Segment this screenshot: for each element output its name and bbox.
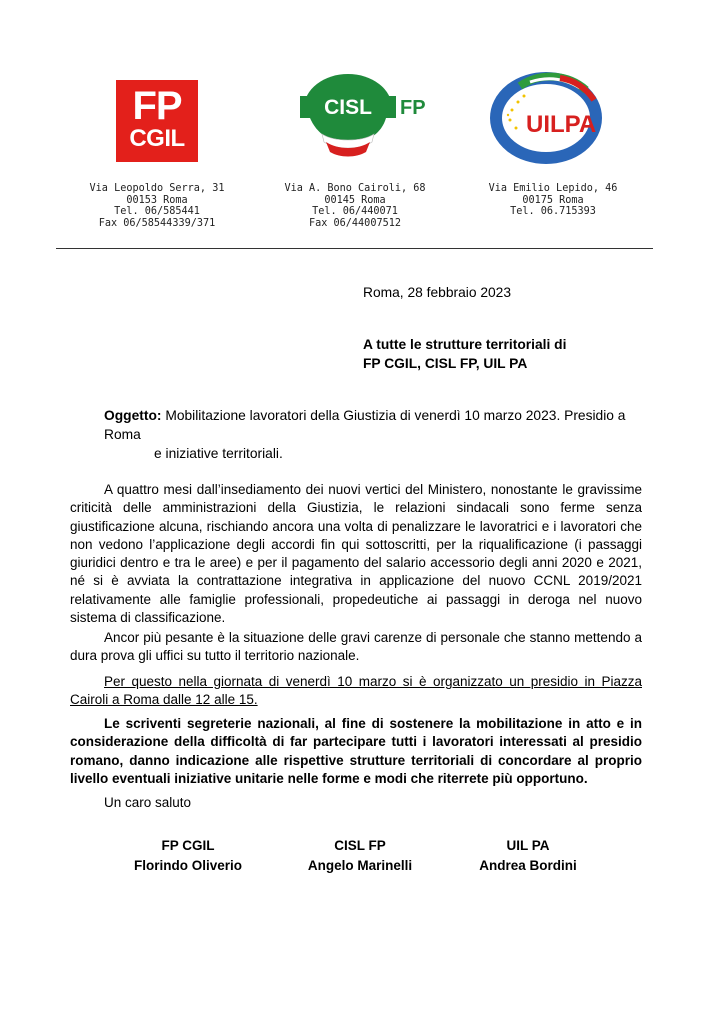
uilpa-logo (490, 70, 622, 166)
address-fax: Fax 06/58544339/371 (98, 217, 216, 229)
address-street: Via Emilio Lepido, 46 (488, 183, 618, 194)
subject-block (104, 406, 644, 463)
signature-name: Florindo Oliverio (133, 858, 242, 873)
recipient-line1: A tutte le strutture territoriali di (363, 337, 567, 352)
closing-greeting: Un caro saluto (104, 795, 192, 810)
address-street: Via Leopoldo Serra, 31 (89, 183, 225, 194)
cisl-fp-address (255, 183, 455, 229)
fp-cgil-logo-line1: FP (132, 84, 182, 128)
recipient-line2: FP CGIL, CISL FP, UIL PA (363, 356, 528, 371)
signature-org: UIL PA (506, 838, 550, 853)
address-city: 00175 Roma (522, 194, 584, 206)
subject-label: Oggetto: (104, 408, 162, 423)
header-divider (56, 248, 653, 249)
address-street: Via A. Bono Cairoli, 68 (284, 183, 426, 194)
paragraph-2-text: Ancor più pesante è la situazione delle gravi carenze di personale che stanno mettendo a dura prova gli uffici su tutto il territorio nazionale. (70, 630, 642, 664)
cisl-logo-word: CISL (324, 96, 372, 119)
address-fax: Fax 06/44007512 (308, 217, 401, 229)
signature-name: Angelo Marinelli (307, 858, 413, 873)
paragraph-2 (70, 629, 642, 666)
address-phone: Tel. 06/440071 (312, 206, 398, 218)
signature-fp-cgil (88, 836, 288, 876)
paragraph-1-text: A quattro mesi dall’insediamento dei nuovi vertici del Ministero, nonostante le gravissime criticità delle amministrazioni della Giustizia, le relazioni sindacali sono ferme senza giustificazione alcuna, rischiando ancora una volta di penalizzare le lavoratrici e i lavoratori che non vedono l’applicazione degli accordi fin qui sottoscritti, per la riqualificazione (i passaggi giuridici dentro e tra le aree) e per il pagamento del salario accessorio degli anni 2020 e 2021, né si è avviata la contrattazione integrativa in applicazione del nuovo CCNL 2019/2021 relativamente alle famiglie professionali, propedeutiche ai passaggi in deroga nel nuovo sistema di classificazione. (70, 482, 642, 626)
fp-cgil-logo (116, 80, 198, 162)
address-city: 00145 Roma (324, 194, 386, 206)
letter-date: Roma, 28 febbraio 2023 (363, 285, 512, 300)
signature-uil-pa (428, 836, 628, 876)
paragraph-1 (70, 481, 642, 627)
uilpa-address (453, 183, 653, 218)
fp-logo-word: FP (400, 97, 426, 119)
recipient-block (363, 335, 566, 373)
subject-line2: e iniziative territoriali. (154, 446, 283, 461)
fp-cgil-address (57, 183, 257, 229)
paragraph-3 (70, 673, 642, 710)
fp-cgil-logo-line2: CGIL (129, 125, 185, 152)
signature-org: FP CGIL (161, 838, 215, 853)
paragraph-4-text: Le scriventi segreterie nazionali, al fine di sostenere la mobilitazione in atto e in considerazione della difficoltà di far partecipare tutti i lavoratori interessati al presidio romano, danno indicazione alle rispettive strutture territoriali di concordare al proprio livello eventuali iniziative unitarie nelle forme e modi che riterrete più opportuno. (70, 716, 642, 786)
paragraph-3-text: Per questo nella giornata di venerdì 10 marzo si è organizzato un presidio in Piazza Cairoli a Roma dalle 12 alle 15. (70, 674, 642, 708)
address-phone: Tel. 06/585441 (114, 206, 200, 218)
signature-org: CISL FP (334, 838, 386, 853)
subject-line1: Mobilitazione lavoratori della Giustizia di venerdì 10 marzo 2023. Presidio a Roma (104, 408, 626, 442)
address-phone: Tel. 06.715393 (510, 206, 596, 218)
signature-name: Andrea Bordini (479, 858, 577, 873)
paragraph-4 (70, 715, 642, 788)
uilpa-logo-word: UILPA (526, 111, 597, 138)
address-city: 00153 Roma (126, 194, 188, 206)
cisl-fp-logo (300, 70, 432, 160)
